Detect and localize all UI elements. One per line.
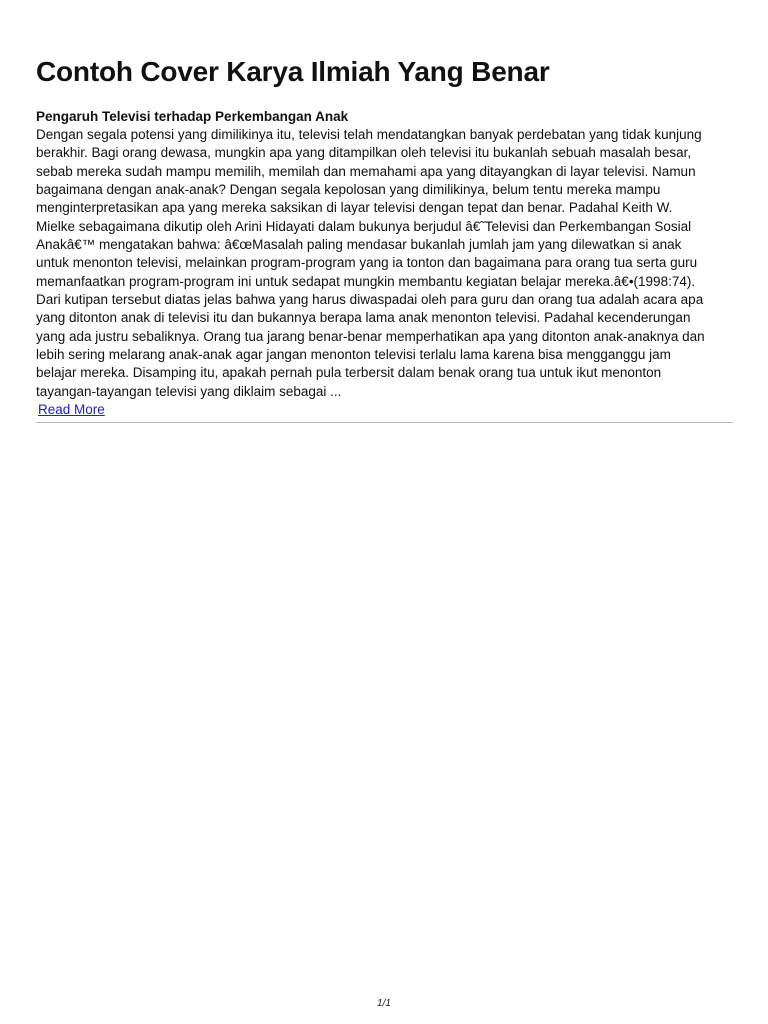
page-number: 1/1 [377,998,391,1009]
article-body-line: lebih sering melarang anak-anak agar jangan menonton televisi terlalu lama karena bisa mengganggu jam [36,347,671,363]
article-body-line: menginterpretasikan apa yang mereka saksikan di layar televisi dengan tepat dan benar. Padahal Keith W. [36,200,673,216]
article-body-line: yang ditonton anak di televisi itu dan bukannya berapa lama anak menonton televisi. Padahal kecenderungan [36,310,691,326]
article-body-line: Anakâ€™ mengatakan bahwa: â€œMasalah paling mendasar bukanlah jumlah jam yang dilewatkan si anak [36,237,682,253]
article-body [36,126,733,401]
article-body-line: berakhir. Bagi orang dewasa, mungkin apa yang ditampilkan oleh televisi itu bukanlah sebuah masalah besar, [36,145,692,161]
page-title: Contoh Cover Karya Ilmiah Yang Benar [36,56,550,87]
divider [36,422,733,423]
article-body-line: sebab mereka sudah mampu memilih, memilah dan memahami apa yang ditayangkan di layar televisi. Namun [36,163,696,179]
article-body-line: bagaimana dengan anak-anak? Dengan segala kepolosan yang dimilikinya, belum tentu mereka mampu [36,182,661,198]
read-more-link[interactable]: Read More [38,402,105,418]
article-body-line: yang ada justru sebaliknya. Orang tua jarang benar-benar memperhatikan apa yang ditonton anak-anaknya dan [36,328,705,344]
article-body-line: belajar mereka. Disamping itu, apakah pernah pula terbersit dalam benak orang tua untuk ikut menonton [36,365,662,381]
article-body-line: Dengan segala potensi yang dimilikinya itu, televisi telah mendatangkan banyak perdebatan yang tidak kunjung [36,127,702,142]
document-page [36,52,733,423]
article-title: Pengaruh Televisi terhadap Perkembangan Anak [36,109,349,124]
article-body-line: tayangan-tayangan televisi yang diklaim sebagai ... [36,383,342,399]
article-body-line: memanfaatkan program-program ini untuk sedapat mungkin membantu kegiatan belajar mereka.â€•(1998:74). [36,273,696,289]
article-body-line: Dari kutipan tersebut diatas jelas bahwa yang harus diwaspadai oleh para guru dan orang tua adalah acara apa [36,292,704,308]
article-body-line: untuk menonton televisi, melainkan program-program yang ia tonton dan bagaimana para orang tua serta guru [36,255,698,271]
article-body-line: Mielke sebagaimana dikutip oleh Arini Hidayati dalam bukunya berjudul â€˜Televisi dan Perkembangan Sosial [36,218,692,234]
